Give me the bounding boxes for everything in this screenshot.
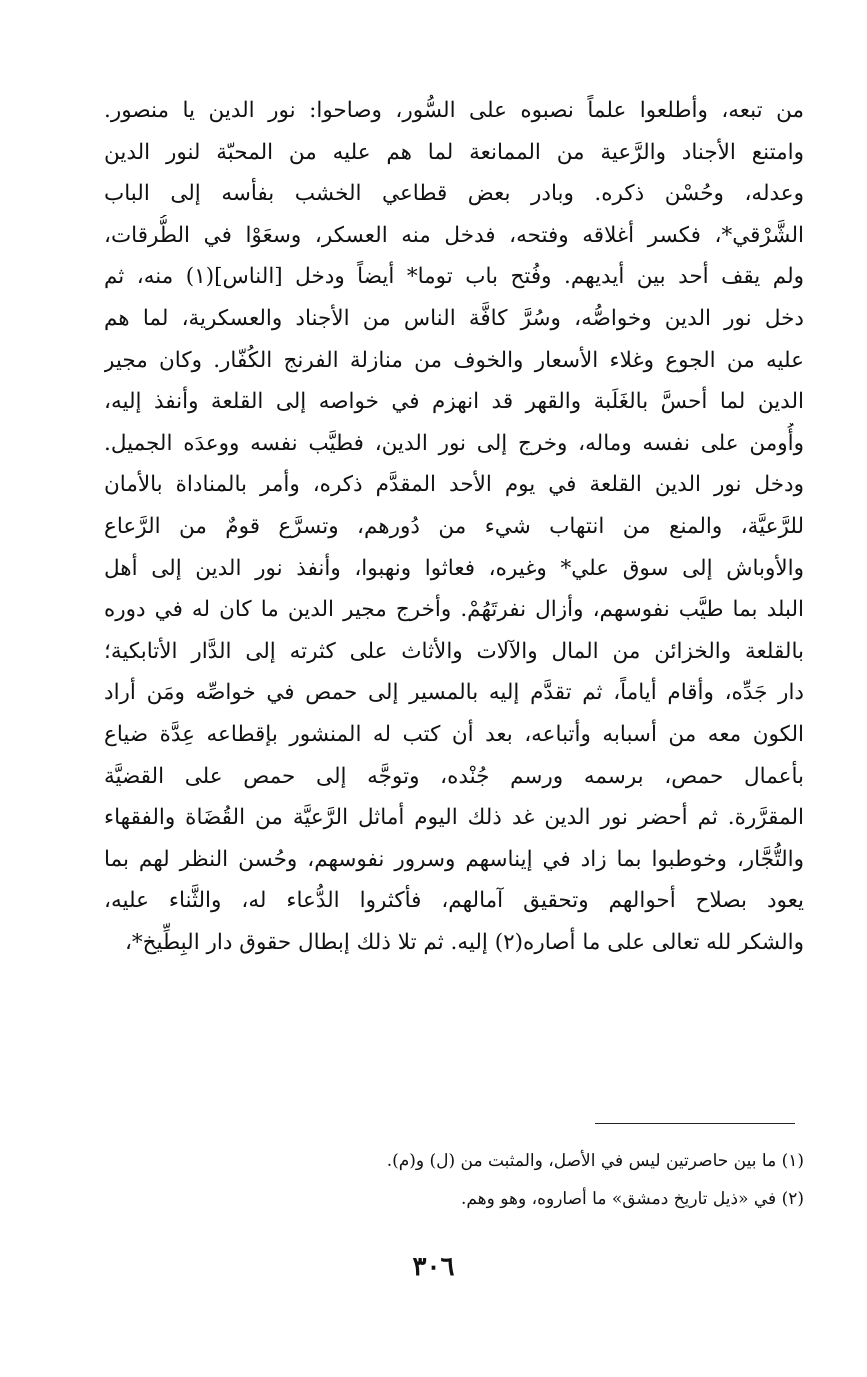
page-number: ٣٠٦	[412, 1252, 455, 1282]
main-text-block	[104, 90, 804, 963]
text-line: دار جَدِّه، وأقام أياماً، ثم تقدَّم إليه بالمسير إلى حمص في خواصِّه ومَن أراد	[104, 680, 804, 706]
text-line: وامتنع الأجناد والرَّعية من الممانعة لما هم عليه من المحبّة لنور الدين	[104, 139, 804, 165]
text-line: عليه من الجوع وغلاء الأسعار والخوف من منازلة الفرنج الكُفّار. وكان مجير	[104, 347, 804, 373]
text-line: للرَّعيَّة، والمنع من انتهاب شيء من دُورهم، وتسرَّع قومٌ من الرَّعاع	[104, 513, 804, 539]
text-line: المقرَّرة. ثم أحضر نور الدين غد ذلك اليوم أماثل الرَّعيَّة من القُضَاة والفقهاء	[104, 805, 804, 831]
text-line: والأوباش إلى سوق علي* وغيره، فعاثوا ونهبوا، وأنفذ نور الدين إلى أهل	[104, 555, 804, 581]
footnote-divider	[595, 1123, 795, 1124]
text-line: وعدله، وحُسْن ذكره. وبادر بعض قطاعي الخشب بفأسه إلى الباب	[104, 181, 804, 207]
text-line: دخل نور الدين وخواصُّه، وسُرَّ كافَّة الناس من الأجناد والعسكرية، لما هم	[104, 305, 804, 331]
text-line: وأُومن على نفسه وماله، وخرج إلى نور الدين، فطيَّب نفسه ووعدَه الجميل.	[104, 430, 804, 456]
text-line: بالقلعة والخزائن من المال والآلات والأثاث على كثرته إلى الدَّار الأتابكية؛	[104, 638, 804, 664]
text-line: البلد بما طيَّب نفوسهم، وأزال نفرتَهُمْ. وأخرج مجير الدين ما كان له في دوره	[104, 597, 804, 623]
text-line: بأعمال حمص، برسمه ورسم جُنْده، وتوجَّه إلى حمص على القضيَّة	[104, 763, 804, 789]
text-line: الشَّرْقي*، فكسر أغلاقه وفتحه، فدخل منه العسكر، وسعَوْا في الطُّرقات،	[104, 222, 804, 248]
footnote-1: (١) ما بين حاصرتين ليس في الأصل، والمثبت من (ل) و(م).	[386, 1151, 804, 1171]
text-line: ولم يقف أحد بين أيديهم. وفُتح باب توما* أيضاً ودخل [الناس](١) منه، ثم	[104, 264, 804, 290]
text-line: والشكر لله تعالى على ما أصاره(٢) إليه. ثم تلا ذلك إبطال حقوق دار البِطِّيخ*،	[124, 929, 804, 955]
footnote-2: (٢) في «ذيل تاريخ دمشق» ما أصاروه، وهو وهم.	[460, 1189, 804, 1209]
text-line: ودخل نور الدين القلعة في يوم الأحد المقدَّم ذكره، وأمر بالمناداة بالأمان	[104, 472, 804, 498]
text-line: من تبعه، وأطلعوا علماً نصبوه على السُّور، وصاحوا: نور الدين يا منصور.	[104, 98, 804, 123]
footnotes	[104, 1142, 804, 1218]
text-line: الكون معه من أسبابه وأتباعه، بعد أن كتب له المنشور بإقطاعه عِدَّة ضياع	[104, 721, 804, 747]
text-line: يعود بصلاح أحوالهم وتحقيق آمالهم، فأكثروا الدُّعاء له، والثَّناء عليه،	[104, 888, 804, 914]
text-line: والتُّجَّار، وخوطبوا بما زاد في إيناسهم وسرور نفوسهم، وحُسن النظر لهم بما	[104, 846, 804, 872]
text-line: الدين لما أحسَّ بالغَلَبة والقهر قد انهزم في خواصه إلى القلعة وأنفذ إليه،	[104, 389, 804, 415]
